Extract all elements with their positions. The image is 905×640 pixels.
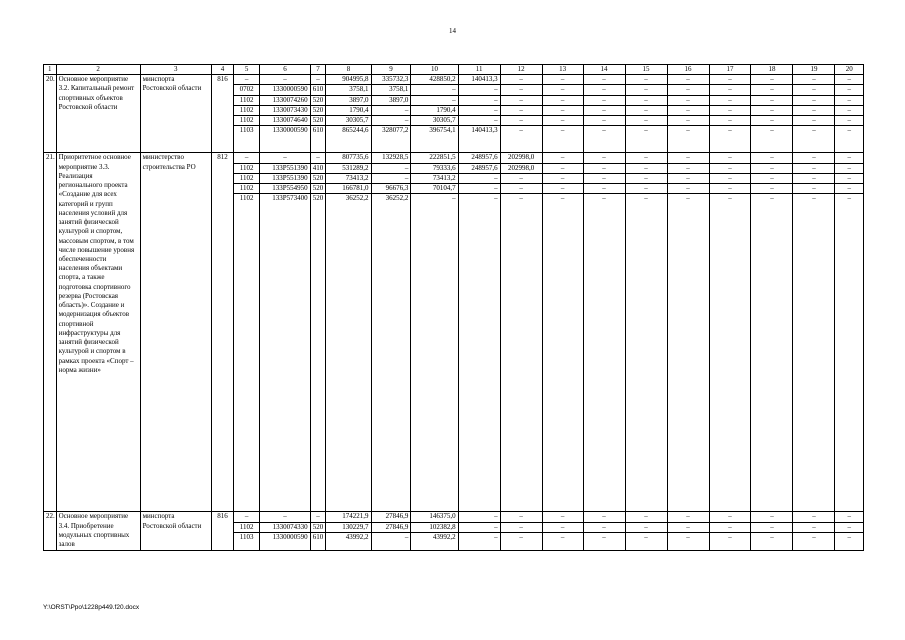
column-header: 1 [44,65,57,75]
table-cell: – [751,194,793,512]
table-cell: 27846,9 [371,512,411,522]
measure-name: Приоритетное основное мероприятие 3.3. Реализация регионального проекта «Создание для всех категорий и групп населения условий для занятий физической культурой и спортом, массовым спортом, в том числе повышение уровня обеспеченности населения объектами спорта, а также подготовка спортивного резерва (Ростовская область)». Создание и модернизация объектов спортивной инфраструктуры для занятий физической культурой и спортом в рамках проекта «Спорт – норма жизни» [56,153,140,512]
table-cell: – [835,95,864,105]
table-cell: 70104,7 [411,184,458,194]
table-cell: – [625,173,667,183]
table-cell: – [709,105,751,115]
table-cell: – [458,184,500,194]
table-cell: – [667,194,709,512]
table-cell: 1330074260 [260,95,310,105]
table-cell: – [667,85,709,95]
table-cell: 904995,8 [326,75,371,85]
table-cell: – [500,85,542,95]
grbs-code: 812 [211,153,233,512]
table-cell: – [310,75,326,85]
table-cell: – [793,95,835,105]
table-cell: 520 [310,116,326,126]
row-number: 22. [44,512,57,550]
table-cell: – [458,512,500,522]
table-cell: 396754,1 [411,126,458,153]
column-header: 8 [326,65,371,75]
table-cell: – [371,105,411,115]
table-cell: – [793,194,835,512]
column-header: 11 [458,65,500,75]
table-cell: 133P551390 [260,173,310,183]
table-cell: – [835,532,864,550]
column-header: 13 [542,65,583,75]
table-cell: – [458,95,500,105]
table-cell: – [835,194,864,512]
table-cell: 27846,9 [371,522,411,532]
table-cell: – [583,153,625,163]
budget-table [43,64,864,551]
column-header: 5 [234,65,260,75]
table-cell: 140413,3 [458,126,500,153]
table-cell: – [793,75,835,85]
table-cell: – [709,163,751,173]
table-cell: 1330000590 [260,85,310,95]
executor: минспорта Ростовской области [140,75,211,153]
table-cell: – [411,95,458,105]
table-cell: – [751,512,793,522]
table-cell: – [500,522,542,532]
table-cell: 1102 [234,116,260,126]
table-cell: – [835,116,864,126]
table-cell: – [371,163,411,173]
table-cell: – [625,153,667,163]
table-cell: 520 [310,194,326,512]
table-cell: 174221,9 [326,512,371,522]
table-cell: – [667,532,709,550]
table-cell: 1790,4 [411,105,458,115]
table-cell: – [310,153,326,163]
table-cell: 133P573400 [260,194,310,512]
table-cell: 1330074640 [260,116,310,126]
table-cell: – [542,116,583,126]
row-number: 20. [44,75,57,153]
measure-name: Основное мероприятие 3.4. Приобретение модульных спортивных залов [56,512,140,550]
table-cell: – [751,532,793,550]
table-cell: – [835,105,864,115]
row-number: 21. [44,153,57,512]
table-cell: – [458,173,500,183]
table-cell: – [625,95,667,105]
table-cell: – [835,173,864,183]
table-cell: – [234,512,260,522]
table-cell: – [667,116,709,126]
table-cell: 1790,4 [326,105,371,115]
table-cell: – [751,116,793,126]
table-cell: – [751,75,793,85]
table-cell: – [667,522,709,532]
table-cell: 73413,2 [326,173,371,183]
table-cell: – [500,512,542,522]
table-cell: – [583,184,625,194]
table-cell: – [542,75,583,85]
table-cell: – [793,163,835,173]
table-cell: – [458,194,500,512]
table-cell: 1102 [234,173,260,183]
column-header: 12 [500,65,542,75]
table-cell: 531289,2 [326,163,371,173]
table-cell: 520 [310,522,326,532]
column-header: 18 [751,65,793,75]
table-cell: – [458,532,500,550]
table-cell: – [500,184,542,194]
table-cell: – [583,163,625,173]
table-cell: 146375,0 [411,512,458,522]
table-cell: – [500,75,542,85]
table-cell: – [458,105,500,115]
table-cell: – [751,522,793,532]
table-cell: 3897,0 [326,95,371,105]
table-cell: – [234,153,260,163]
table-cell: – [500,173,542,183]
table-cell: – [371,173,411,183]
table-cell: – [709,532,751,550]
table-cell: – [667,184,709,194]
table-cell: – [542,512,583,522]
table-cell: 610 [310,126,326,153]
executor: минспорта Ростовской области [140,512,211,550]
table-cell: 36252,2 [326,194,371,512]
executor: министерство строительства РО [140,153,211,512]
table-cell: 610 [310,532,326,550]
table-cell: – [751,184,793,194]
table-cell: – [542,126,583,153]
column-header: 17 [709,65,751,75]
table-cell: – [751,173,793,183]
table-cell: – [371,532,411,550]
table-cell: 202998,0 [500,153,542,163]
table-cell: 36252,2 [371,194,411,512]
table-cell: 222851,5 [411,153,458,163]
table-cell: – [667,153,709,163]
table-cell: – [542,173,583,183]
table-cell: – [667,512,709,522]
table-cell: – [500,532,542,550]
table-cell: 166781,0 [326,184,371,194]
column-header: 15 [625,65,667,75]
table-cell: – [835,153,864,163]
table-cell: 1330000590 [260,532,310,550]
column-header: 10 [411,65,458,75]
table-cell: – [709,194,751,512]
table-cell: – [583,173,625,183]
table-cell: – [583,116,625,126]
table-cell: 1102 [234,194,260,512]
table-cell: – [583,95,625,105]
table-cell: 140413,3 [458,75,500,85]
table-cell: 3758,1 [326,85,371,95]
table-cell: – [835,163,864,173]
table-cell: – [625,105,667,115]
table-cell: – [411,85,458,95]
table-cell: 520 [310,95,326,105]
table-cell: – [542,153,583,163]
table-cell: – [500,105,542,115]
table-cell: 520 [310,105,326,115]
table-cell: 1330000590 [260,126,310,153]
table-cell: – [793,173,835,183]
table-cell: 807735,6 [326,153,371,163]
table-cell: – [667,75,709,85]
table-cell: – [542,85,583,95]
table-cell: – [751,85,793,95]
table-cell: 1102 [234,184,260,194]
table-cell: 1102 [234,95,260,105]
table-cell: – [793,153,835,163]
table-cell: 1330074330 [260,522,310,532]
table-cell: – [709,522,751,532]
column-header: 19 [793,65,835,75]
table-cell: – [667,126,709,153]
table-cell: 248957,6 [458,163,500,173]
table-cell: – [625,75,667,85]
table-cell: 520 [310,173,326,183]
table-cell: – [667,163,709,173]
table-cell: 133P554950 [260,184,310,194]
table-cell: 30305,7 [326,116,371,126]
table-cell: 43992,2 [411,532,458,550]
table-cell: – [625,522,667,532]
table-cell: – [583,512,625,522]
table-cell: 1103 [234,126,260,153]
table-cell: – [310,512,326,522]
measure-name: Основное мероприятие 3.2. Капитальный ремонт спортивных объектов Ростовской области [56,75,140,153]
table-cell: – [542,522,583,532]
table-cell: 79333,6 [411,163,458,173]
table-row [44,512,864,522]
table-cell: – [458,116,500,126]
table-cell: – [260,153,310,163]
table-cell: – [583,85,625,95]
table-cell: – [835,126,864,153]
table-cell: – [709,126,751,153]
grbs-code: 816 [211,75,233,153]
column-header: 7 [310,65,326,75]
table-cell: – [709,153,751,163]
table-cell: – [835,85,864,95]
table-cell: – [625,126,667,153]
column-header: 3 [140,65,211,75]
table-cell: 43992,2 [326,532,371,550]
table-cell: 133P551390 [260,163,310,173]
table-cell: 1330073430 [260,105,310,115]
table-cell: – [458,522,500,532]
table-cell: 1102 [234,105,260,115]
table-cell: – [667,173,709,183]
table-cell: – [371,116,411,126]
table-cell: – [542,532,583,550]
table-cell: – [835,75,864,85]
table-cell: 520 [310,184,326,194]
table-cell: – [793,522,835,532]
table-cell: 865244,6 [326,126,371,153]
table-cell: 3897,0 [371,95,411,105]
table-cell: – [583,522,625,532]
table-cell: – [793,184,835,194]
table-cell: – [751,105,793,115]
table-cell: – [260,512,310,522]
table-cell: – [500,126,542,153]
table-cell: – [751,163,793,173]
table-cell: 132928,5 [371,153,411,163]
column-header: 6 [260,65,310,75]
table-cell: – [411,194,458,512]
table-cell: 102382,8 [411,522,458,532]
table-cell: – [625,184,667,194]
table-cell: – [709,173,751,183]
table-cell: – [835,184,864,194]
table-cell: 202998,0 [500,163,542,173]
table-cell: – [625,532,667,550]
table-cell: – [751,126,793,153]
table-cell: – [709,184,751,194]
table-cell: 3758,1 [371,85,411,95]
table-cell: – [835,522,864,532]
table-row [44,75,864,85]
table-cell: 1103 [234,532,260,550]
table-cell: – [500,194,542,512]
table-cell: – [793,532,835,550]
table-cell: – [751,153,793,163]
table-cell: 610 [310,85,326,95]
table-cell: – [625,163,667,173]
table-cell: – [793,126,835,153]
page-number: 14 [449,27,456,35]
column-header: 2 [56,65,140,75]
table-cell: 1102 [234,522,260,532]
column-header: 16 [667,65,709,75]
table-cell: 328077,2 [371,126,411,153]
table-cell: 73413,2 [411,173,458,183]
table-cell: 30305,7 [411,116,458,126]
table-cell: – [260,75,310,85]
table-cell: 1102 [234,163,260,173]
table-cell: – [542,163,583,173]
table-cell: – [625,512,667,522]
table-cell: – [542,95,583,105]
table-cell: – [625,194,667,512]
column-header: 4 [211,65,233,75]
column-header: 9 [371,65,411,75]
table-cell: – [709,116,751,126]
table-cell: 428850,2 [411,75,458,85]
table-row [44,153,864,163]
table-cell: – [583,75,625,85]
table-cell: – [583,194,625,512]
column-header-row [44,65,864,75]
grbs-code: 816 [211,512,233,550]
column-header: 20 [835,65,864,75]
table-cell: – [751,95,793,105]
table-cell: 410 [310,163,326,173]
table-cell: – [793,116,835,126]
table-cell: – [458,85,500,95]
table-cell: – [583,126,625,153]
table-cell: – [583,105,625,115]
table-cell: 335732,3 [371,75,411,85]
table-cell: – [500,116,542,126]
table-cell: – [793,512,835,522]
file-path-footer: Y:\ORST\Ppo\1228p449.f20.docx [43,604,140,611]
table-cell: 0702 [234,85,260,95]
table-cell: – [667,95,709,105]
table-cell: – [793,105,835,115]
table-cell: – [709,75,751,85]
table-cell: – [625,85,667,95]
table-cell: – [583,532,625,550]
table-cell: – [835,512,864,522]
table-cell: – [542,184,583,194]
table-cell: – [625,116,667,126]
table-cell: – [793,85,835,95]
table-cell: 248957,6 [458,153,500,163]
table-cell: 130229,7 [326,522,371,532]
column-header: 14 [583,65,625,75]
table-cell: – [234,75,260,85]
table-cell: – [667,105,709,115]
table-cell: 96676,3 [371,184,411,194]
table-cell: – [709,512,751,522]
table-cell: – [542,194,583,512]
table-cell: – [500,95,542,105]
table-cell: – [542,105,583,115]
table-cell: – [709,95,751,105]
table-cell: – [709,85,751,95]
